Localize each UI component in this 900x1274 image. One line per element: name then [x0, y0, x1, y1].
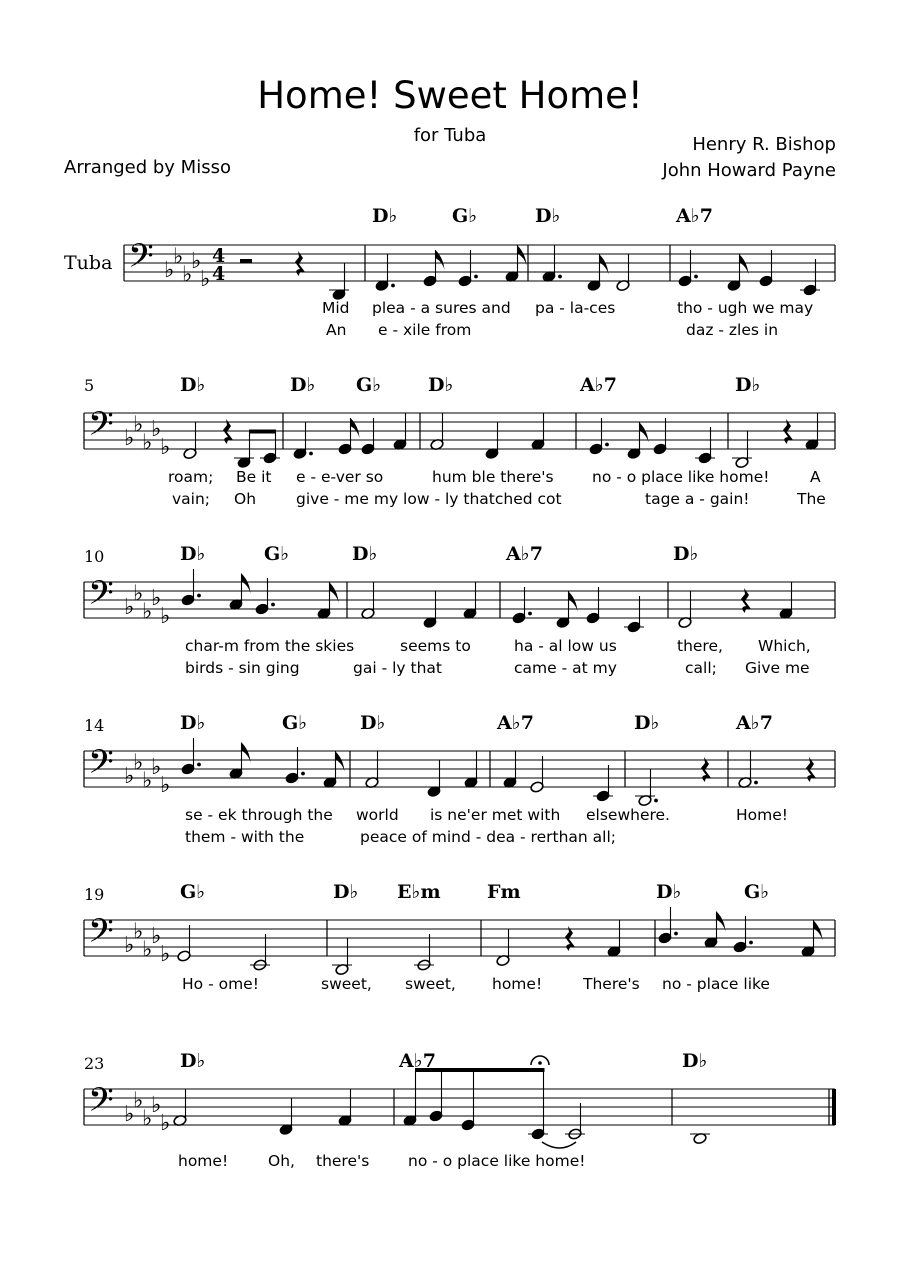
lyric-verse1: is ne'er met with	[430, 806, 561, 824]
lyric-verse2: e - xile from	[378, 321, 472, 339]
time-signature: 4	[212, 245, 226, 267]
beam	[249, 430, 276, 434]
flat-icon: ♭	[164, 258, 175, 283]
lyric-verse1: world	[356, 806, 399, 824]
lyric-verse1: hum ble there's	[432, 468, 554, 486]
instrument-label: Tuba	[64, 252, 113, 274]
chord-symbol: D♭	[673, 543, 699, 565]
flat-icon: ♭	[142, 599, 153, 625]
chord-symbol: D♭	[656, 881, 682, 903]
flat-icon: ♭	[124, 764, 135, 789]
lyric-verse2: give - me my low - ly thatched cot	[296, 490, 562, 508]
dot	[309, 452, 313, 456]
flat-icon: ♭	[160, 1111, 171, 1136]
flat-icon: ♭	[133, 581, 144, 607]
final-barline	[832, 1089, 836, 1125]
dot	[271, 603, 275, 607]
lyric-verse2: came - at my	[514, 659, 617, 677]
lyric-verse2: call;	[685, 659, 717, 677]
chord-symbol: Fm	[487, 881, 521, 903]
bass-clef-icon: 𝄢	[88, 1081, 114, 1128]
dot	[694, 275, 698, 279]
chord-symbol: A♭7	[580, 374, 617, 396]
note-flag	[436, 250, 445, 270]
chord-symbol: D♭	[180, 1050, 206, 1072]
chord-symbol: D♭	[360, 712, 386, 734]
chord-symbol: G♭	[282, 712, 308, 734]
lyric-verse1: home!	[178, 1152, 229, 1170]
chord-symbol: G♭	[264, 543, 290, 565]
flat-icon: ♭	[124, 933, 135, 958]
flat-icon: ♭	[182, 262, 193, 288]
score-title: Home! Sweet Home!	[257, 74, 643, 117]
lyric-verse1: there's	[316, 1152, 370, 1170]
measure-number: 23	[84, 1054, 105, 1073]
lyricist-name: John Howard Payne	[662, 160, 836, 181]
flat-icon: ♭	[160, 604, 171, 629]
flat-icon: ♭	[124, 595, 135, 620]
chord-symbol: A♭7	[497, 712, 534, 734]
flat-icon: ♭	[151, 417, 162, 442]
lyric-verse1: home!	[492, 975, 543, 993]
note-flag	[351, 418, 360, 438]
lyric-verse1: roam;	[168, 468, 214, 486]
measure-number: 14	[84, 716, 105, 735]
dot	[528, 612, 532, 616]
chord-symbol: A♭7	[399, 1050, 436, 1072]
chord-symbol: D♭	[180, 374, 206, 396]
flat-icon: ♭	[142, 937, 153, 963]
dot	[474, 275, 478, 279]
flat-icon: ♭	[160, 942, 171, 967]
flat-icon: ♭	[160, 435, 171, 460]
flat-icon: ♭	[151, 924, 162, 949]
flat-icon: ♭	[160, 773, 171, 798]
lyric-verse1: Which,	[758, 637, 811, 655]
lyric-verse1: char-m from the skies	[185, 637, 355, 655]
chord-symbol: G♭	[744, 881, 770, 903]
bass-clef-icon: 𝄢	[88, 574, 114, 621]
lyric-verse2: The	[797, 490, 826, 508]
lyric-verse1: Ho - ome!	[182, 975, 259, 993]
measure-number: 19	[84, 885, 105, 904]
flat-icon: ♭	[133, 412, 144, 438]
chord-symbol: D♭	[682, 1050, 708, 1072]
flat-icon: ♭	[151, 586, 162, 611]
lyric-verse1: plea - a sures and	[372, 299, 511, 317]
lyric-verse2: gai - ly that	[353, 659, 442, 677]
lyric-verse2: vain;	[172, 490, 211, 508]
flat-icon: ♭	[142, 430, 153, 456]
bass-clef-icon: 𝄢	[88, 912, 114, 959]
flat-icon: ♭	[133, 919, 144, 945]
lyric-verse1: no - place like	[662, 975, 770, 993]
flat-icon: ♭	[142, 1106, 153, 1132]
dot	[749, 941, 753, 945]
flat-icon: ♭	[151, 1093, 162, 1118]
lyric-verse1: Oh,	[268, 1152, 295, 1170]
chord-symbol: A♭7	[736, 712, 773, 734]
arranger-credit: Arranged by Misso	[64, 157, 231, 178]
lyric-verse2: daz - zles in	[686, 321, 779, 339]
lyric-verse1: A	[810, 468, 821, 486]
lyric-verse1: seems to	[400, 637, 471, 655]
lyric-verse1: sweet,	[321, 975, 372, 993]
flat-icon: ♭	[191, 249, 202, 274]
composer-name: Henry R. Bishop	[692, 134, 836, 155]
dot	[754, 781, 758, 785]
bass-clef-icon: 𝄢	[88, 405, 114, 452]
lyric-verse1: ha - al low us	[514, 637, 617, 655]
lyric-verse1: Home!	[736, 806, 788, 824]
half-rest	[240, 259, 252, 263]
chord-symbol: D♭	[372, 205, 398, 227]
flat-icon: ♭	[200, 267, 211, 292]
flat-icon: ♭	[124, 426, 135, 451]
lyric-verse2: birds - sin ging	[185, 659, 300, 677]
lyric-verse1: e - e-ver so	[296, 468, 384, 486]
lyric-verse1: elsewhere.	[586, 806, 670, 824]
chord-symbol: D♭	[180, 543, 206, 565]
chord-symbol: D♭	[535, 205, 561, 227]
chord-symbol: G♭	[180, 881, 206, 903]
dot	[391, 284, 395, 288]
chord-symbol: A♭7	[676, 205, 713, 227]
chord-symbol: A♭7	[506, 543, 543, 565]
dot	[605, 443, 609, 447]
dot	[197, 594, 201, 598]
chord-symbol: D♭	[634, 712, 660, 734]
lyric-verse2: tage a - gain!	[645, 490, 750, 508]
chord-symbol: D♭	[428, 374, 454, 396]
lyric-verse1: Mid	[322, 299, 350, 317]
chord-symbol: D♭	[735, 374, 761, 396]
lyric-verse1: no - o place like home!	[592, 468, 770, 486]
dot	[197, 763, 201, 767]
flat-icon: ♭	[173, 244, 184, 270]
lyric-verse2: Oh	[234, 490, 257, 508]
dot	[674, 932, 678, 936]
lyric-verse1: sweet,	[405, 975, 456, 993]
lyric-verse2: An	[326, 321, 347, 339]
dot	[301, 772, 305, 776]
bass-clef-icon: 𝄢	[88, 743, 114, 790]
flat-icon: ♭	[133, 750, 144, 776]
lyric-verse1: se - ek through the	[185, 806, 333, 824]
flat-icon: ♭	[151, 755, 162, 780]
flat-icon: ♭	[133, 1088, 144, 1114]
lyric-verse2: peace of mind - dea - rerthan all;	[360, 828, 616, 846]
chord-symbol: D♭	[180, 712, 206, 734]
lyric-verse1: no - o place like home!	[408, 1152, 586, 1170]
lyric-verse1: pa - la-ces	[535, 299, 616, 317]
lyric-verse2: them - with the	[185, 828, 305, 846]
fermata	[538, 1061, 542, 1065]
chord-symbol: D♭	[290, 374, 316, 396]
lyric-verse1: tho - ugh we may	[677, 299, 814, 317]
chord-symbol: D♭	[352, 543, 378, 565]
measure-number: 10	[84, 547, 105, 566]
dot	[654, 799, 658, 803]
chord-symbol: E♭m	[397, 881, 441, 903]
score-subtitle: for Tuba	[413, 125, 487, 146]
lyric-verse1: there,	[677, 637, 723, 655]
dot	[558, 275, 562, 279]
flat-icon: ♭	[124, 1102, 135, 1127]
chord-symbol: G♭	[452, 205, 478, 227]
flat-icon: ♭	[142, 768, 153, 794]
chord-symbol: G♭	[356, 374, 382, 396]
lyric-verse1: Be it	[236, 468, 272, 486]
chord-symbol: D♭	[333, 881, 359, 903]
lyric-verse1: There's	[583, 975, 640, 993]
time-signature: 4	[212, 263, 226, 285]
lyric-verse2: Give me	[745, 659, 810, 677]
measure-number: 5	[84, 376, 95, 395]
bass-clef-icon: 𝄢	[128, 237, 154, 284]
tie	[542, 1142, 576, 1148]
